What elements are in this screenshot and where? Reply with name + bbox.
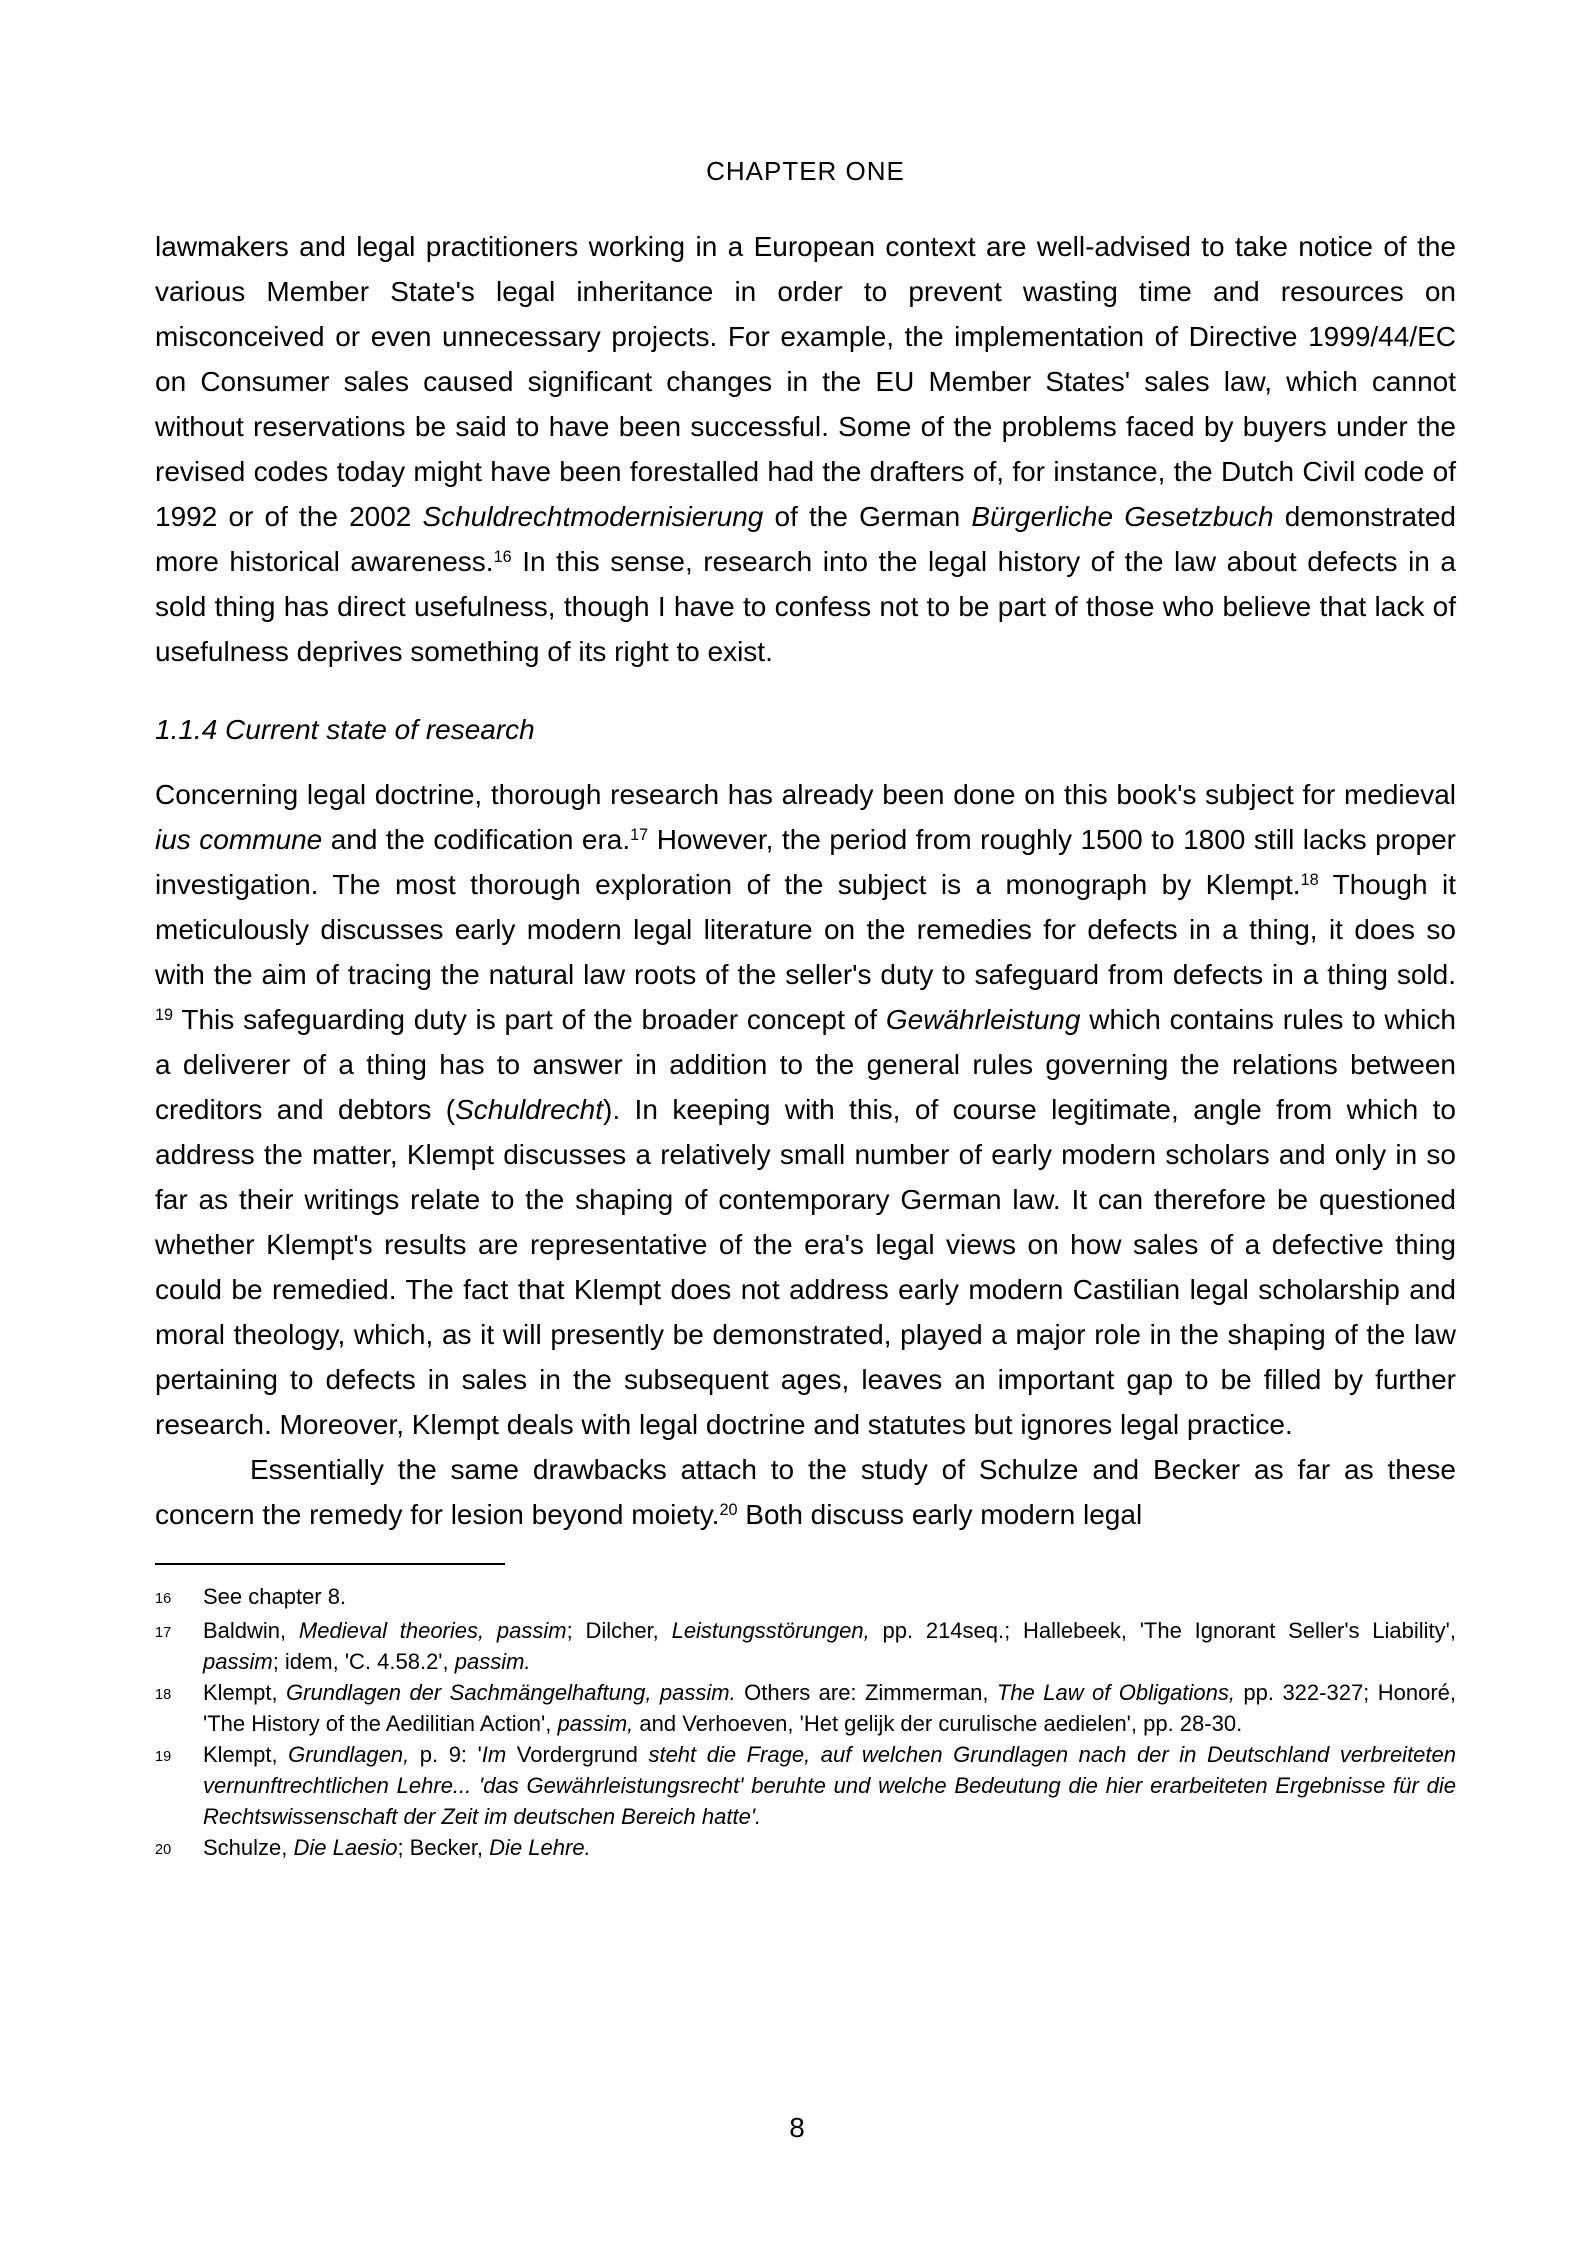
footnote-text — [203, 1739, 1456, 1832]
italic-text: Die Laesio — [293, 1835, 398, 1860]
footnote-ref: 16 — [493, 548, 512, 567]
footnote-separator — [155, 1563, 505, 1565]
text-run: demonstrated more historical awareness. — [155, 501, 1456, 577]
italic-text: Schuldrecht — [455, 1094, 603, 1125]
text-run: ). In keeping with this, of course legitimate, angle from which to address the matter, Klempt discusses a relatively small number of early modern scholars and only in so far as their writings relate to the shaping of contemporary German law. It can therefore be questioned whether Klempt's results are representative of the era's legal views on how sales of a defective thing could be remedied. The fact that Klempt does not address early modern Castilian legal scholarship and moral theology, which, as it will presently be demonstrated, played a major role in the shaping of the law pertaining to defects in sales in the subsequent ages, leaves an important gap to be filled by further research. Moreover, Klempt deals with legal doctrine and statutes but ignores legal practice. — [155, 1094, 1456, 1440]
text-run: See chapter 8. — [203, 1584, 347, 1609]
footnote-number: 16 — [155, 1591, 172, 1607]
body-paragraph — [155, 772, 1456, 1447]
italic-text: Die Lehre. — [489, 1835, 591, 1860]
text-run: However, the period from roughly 1500 to 1800 still lacks proper investigation. The most thorough exploration of the subject is a monograph by Klempt. — [155, 824, 1456, 900]
text-run: of the German — [763, 501, 972, 532]
footnote-ref: 18 — [1300, 871, 1319, 890]
footnote-text — [203, 1832, 1456, 1863]
text-run: which contains rules to which a deliverer of a thing has to answer in addition to the general rules governing the relations between creditors and debtors ( — [155, 1004, 1456, 1125]
footnote-ref: 17 — [630, 826, 649, 845]
text-run: ; Dilcher, — [566, 1618, 672, 1643]
body-paragraph — [155, 1447, 1456, 1537]
text-run: Baldwin, — [203, 1618, 299, 1643]
footnote — [155, 1615, 1456, 1677]
text-run: Vordergrund — [506, 1742, 649, 1767]
footnotes-list — [155, 1581, 1456, 1866]
italic-text: Im — [481, 1742, 507, 1767]
footnote-number: 18 — [155, 1687, 172, 1703]
footnote-ref: 20 — [719, 1501, 738, 1520]
text-run: Others are: Zimmerman, — [735, 1680, 997, 1705]
text-run: and the codification era. — [322, 824, 631, 855]
text-run: Essentially the same drawbacks attach to the study of Schulze and Becker as far as these concern the remedy for lesion beyond moiety. — [155, 1454, 1456, 1530]
text-run: In this sense, research into the legal history of the law about defects in a sold thing has direct usefulness, though I have to confess not to be part of those who believe that lack of usefulness deprives something of its right to exist. — [155, 546, 1456, 667]
text-run: This safeguarding duty is part of the broader concept of — [173, 1004, 886, 1035]
page-number: 8 — [789, 2112, 805, 2143]
text-run: and Verhoeven, 'Het gelijk der curulische aedielen', pp. 28-30. — [633, 1711, 1243, 1736]
footnote-number: 19 — [155, 1749, 172, 1765]
italic-text: Schuldrechtmodernisierung — [422, 501, 764, 532]
italic-text: Gewährleistung — [885, 1004, 1081, 1035]
text-run: Though it meticulously discusses early modern legal literature on the remedies for defects in a thing, it does so with the aim of tracing the natural law roots of the seller's duty to safeguard from defects in a thing sold. — [155, 869, 1456, 990]
footnote-text — [203, 1615, 1456, 1677]
footnote-ref: 19 — [155, 1006, 174, 1025]
text-run: p. 9: ' — [409, 1742, 482, 1767]
text-run: Concerning legal doctrine, thorough research has already been done on this book's subject for medieval — [155, 779, 1456, 810]
italic-text: The Law of Obligations, — [996, 1680, 1235, 1705]
italic-text: passim — [203, 1649, 273, 1674]
italic-text: Leistungsstörungen, — [671, 1618, 870, 1643]
text-run: pp. 214seq.; Hallebeek, 'The Ignorant Seller's Liability', — [869, 1618, 1456, 1643]
italic-text: Grundlagen der Sachmängelhaftung, passim. — [286, 1680, 736, 1705]
italic-text: ius commune — [155, 824, 323, 855]
footnote — [155, 1677, 1456, 1739]
footnote — [155, 1739, 1456, 1832]
footnote-text — [203, 1581, 1456, 1612]
text-run: lawmakers and legal practitioners working in a European context are well-advised to take notice of the various Member State's legal inheritance in order to prevent wasting time and resources on misconceived or even unnecessary projects. For example, the implementation of Directive 1999/44/EC on Consumer sales caused significant changes in the EU Member States' sales law, which cannot without reservations be said to have been successful. Some of the problems faced by buyers under the revised codes today might have been forestalled had the drafters of, for instance, the Dutch Civil code of 1992 or of the 2002 — [155, 231, 1456, 532]
italic-text: steht die Frage, auf welchen Grundlagen nach der in Deutschland verbreiteten vernunftrechtlichen Lehre... 'das Gewährleistungsrecht' beruhte und welche Bedeutung die hier erarbeiteten Ergebnisse für die Rechtswissenschaft der Zeit im deutschen Bereich hatte'. — [203, 1742, 1457, 1829]
text-run: ; idem, 'C. 4.58.2', — [272, 1649, 455, 1674]
text-run: Klempt, — [203, 1742, 289, 1767]
italic-text: Medieval theories, passim — [298, 1618, 567, 1643]
text-run: Schulze, — [203, 1835, 294, 1860]
text-run: ; Becker, — [397, 1835, 490, 1860]
body-paragraph — [155, 224, 1456, 674]
section-heading: 1.1.4 Current state of research — [155, 714, 535, 745]
footnote-number: 20 — [155, 1842, 172, 1858]
footnote — [155, 1581, 1456, 1615]
text-run: Both discuss early modern legal — [737, 1499, 1143, 1530]
footnote-number: 17 — [155, 1625, 172, 1641]
italic-text: Grundlagen, — [288, 1742, 410, 1767]
italic-text: passim. — [454, 1649, 531, 1674]
italic-text: passim, — [557, 1711, 634, 1736]
footnote — [155, 1832, 1456, 1866]
text-run: Klempt, — [203, 1680, 287, 1705]
italic-text: Bürgerliche Gesetzbuch — [971, 501, 1274, 532]
text-run: pp. 322-327; Honoré, 'The History of the Aedilitian Action', — [203, 1680, 1456, 1736]
text-block — [155, 0, 1456, 1866]
footnote-text — [203, 1677, 1456, 1739]
chapter-header: CHAPTER ONE — [706, 156, 905, 186]
